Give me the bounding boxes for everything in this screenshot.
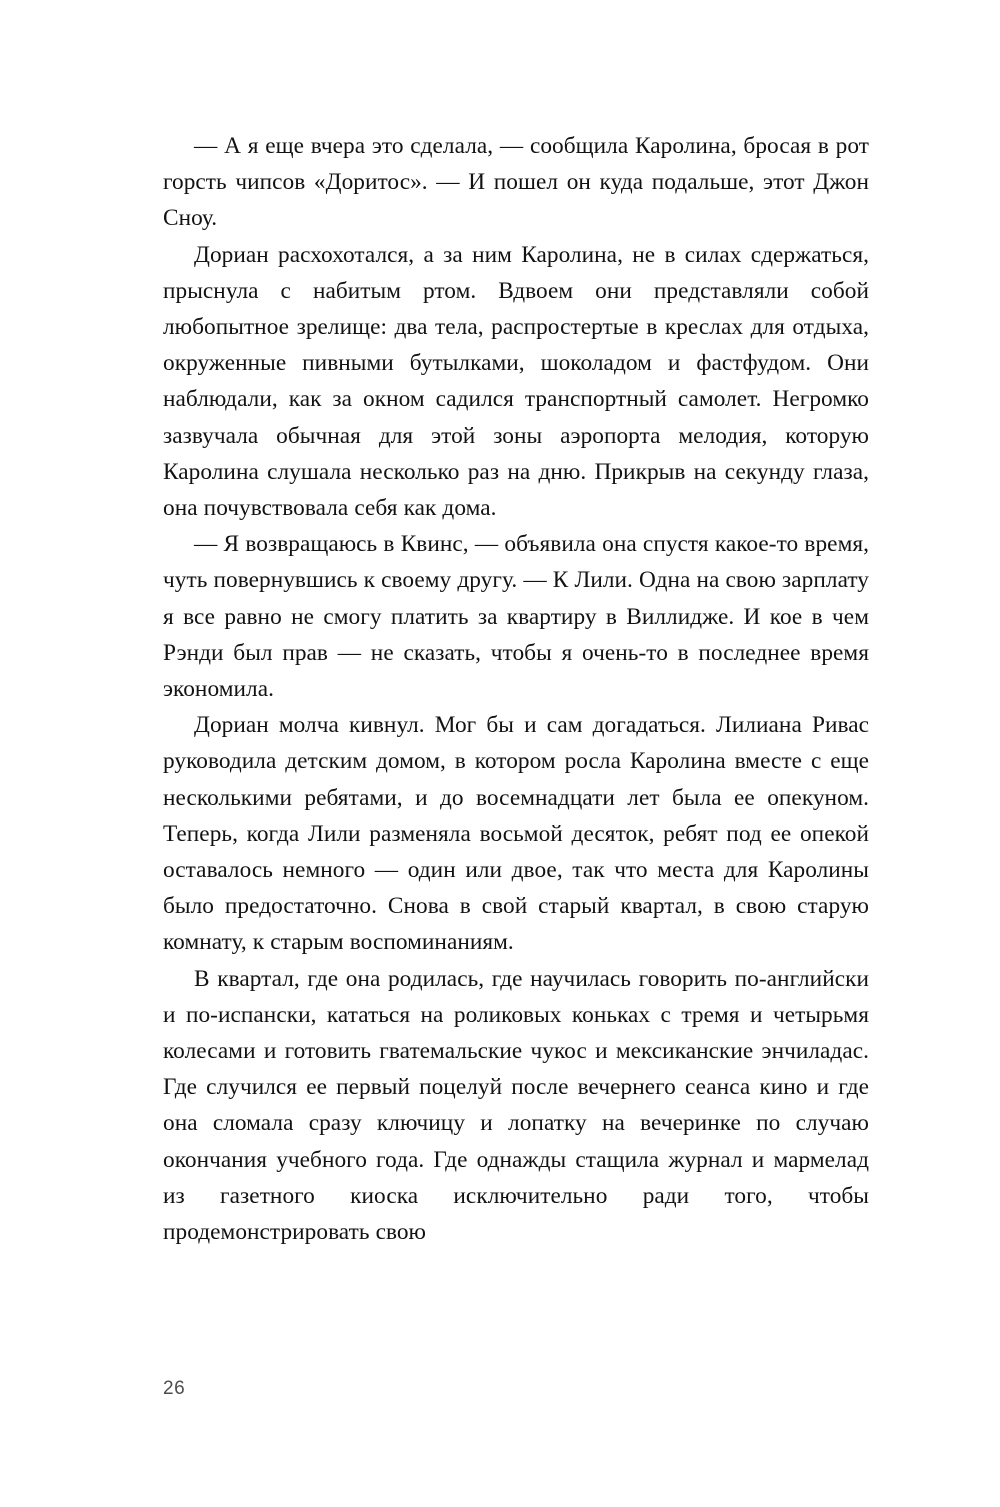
paragraph: — Я возвращаюсь в Квинс, — объявила она спустя какое-то время, чуть повернувшись к своему другу. — К Лили. Одна на свою зарплату я все равно не смогу платить за квартиру в Виллидже. И кое в чем Рэнди был прав — не сказать, чтобы я очень-то в последнее время экономила. xyxy=(163,531,869,703)
paragraph: — А я еще вчера это сделала, — сообщила Каролина, бросая в рот горсть чипсов «Доритос». — И пошел он куда подальше, этот Джон Сноу. xyxy=(163,133,869,232)
paragraph: Дориан расхохотался, а за ним Каролина, не в силах сдержаться, прыснула с набитым ртом. Вдвоем они представляли собой любопытное зрелище: два тела, распростертые в креслах для отдыха, окруженные пивными бутылками, шоколадом и фастфудом. Они наблюдали, как за окном садился транспортный самолет. Негромко зазвучала обычная для этой зоны аэропорта мелодия, которую Каролина слушала несколько раз на дню. Прикрыв на секунду глаза, она почувствовала себя как дома. xyxy=(163,241,869,522)
page-text-block xyxy=(163,128,869,1250)
paragraph: Дориан молча кивнул. Мог бы и сам догадаться. Лилиана Ривас руководила детским домом, в котором росла Каролина вместе с еще несколькими ребятами, и до восемнадцати лет была ее опекуном. Теперь, когда Лили разменяла восьмой десяток, ребят под ее опекой оставалось немного — один или двое, так что места для Каролины было предостаточно. Снова в свой старый квартал, в свою старую комнату, к старым воспоминаниям. xyxy=(163,712,869,956)
page-number: 26 xyxy=(163,1378,186,1399)
paragraph: В квартал, где она родилась, где научилась говорить по-английски и по-испански, кататься на роликовых коньках с тремя и четырьмя колесами и готовить гватемальские чукос и мексиканские энчиладас. Где случился ее первый поцелуй после вечернего сеанса кино и где она сломала сразу ключицу и лопатку на вечеринке по случаю окончания учебного года. Где однажды стащила журнал и мармелад из газетного киоска исключительно ради того, чтобы продемонстрировать свою xyxy=(163,965,869,1246)
